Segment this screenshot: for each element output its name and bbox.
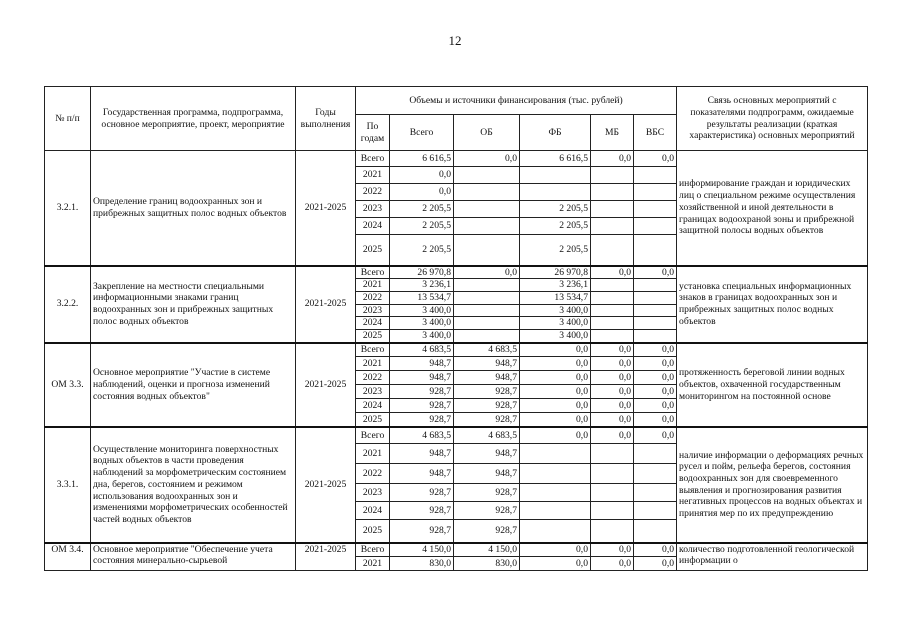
cell-total: 928,7 [390, 484, 454, 502]
cell-fb: 0,0 [520, 399, 591, 413]
cell-period: 2022 [356, 291, 390, 304]
cell-total: 2 205,5 [390, 218, 454, 235]
cell-fb: 0,0 [520, 427, 591, 444]
cell-ob [454, 279, 520, 292]
cell-vbs [634, 167, 677, 184]
cell-fb: 26 970,8 [520, 266, 591, 279]
cell-fb [520, 520, 591, 543]
header-total: Всего [390, 115, 454, 151]
cell-mb [591, 291, 634, 304]
cell-mb [591, 218, 634, 235]
item-number: 3.2.2. [45, 266, 91, 343]
header-link: Связь основных мероприятий с показателями подпрограмм, ожидаемые результаты реализации (краткая характеристика) основных мероприятий [677, 87, 868, 151]
header-mb: МБ [591, 115, 634, 151]
cell-period: Всего [356, 151, 390, 167]
cell-mb [591, 279, 634, 292]
cell-vbs: 0,0 [634, 557, 677, 571]
cell-mb [591, 502, 634, 520]
cell-vbs [634, 184, 677, 201]
cell-ob: 928,7 [454, 399, 520, 413]
cell-ob: 948,7 [454, 444, 520, 464]
cell-mb: 0,0 [591, 413, 634, 427]
cell-ob: 928,7 [454, 520, 520, 543]
cell-period: Всего [356, 543, 390, 557]
item-number: 3.2.1. [45, 151, 91, 266]
cell-ob [454, 235, 520, 266]
cell-mb: 0,0 [591, 357, 634, 371]
item-years: 2021-2025 [296, 543, 356, 571]
item-result: протяженность береговой линии водных объектов, охваченной государственным мониторингом на постоянной основе [677, 343, 868, 427]
cell-ob [454, 201, 520, 218]
cell-total: 6 616,5 [390, 151, 454, 167]
cell-fb: 2 205,5 [520, 235, 591, 266]
cell-ob: 0,0 [454, 151, 520, 167]
cell-fb: 0,0 [520, 371, 591, 385]
cell-fb [520, 444, 591, 464]
cell-period: 2022 [356, 371, 390, 385]
header-fb: ФБ [520, 115, 591, 151]
cell-fb: 0,0 [520, 385, 591, 399]
cell-fb: 0,0 [520, 543, 591, 557]
cell-vbs [634, 502, 677, 520]
item-number: ОМ 3.4. [45, 543, 91, 571]
cell-ob [454, 291, 520, 304]
header-program: Государственная программа, подпрограмма, основное мероприятие, проект, мероприятие [91, 87, 296, 151]
cell-ob: 928,7 [454, 413, 520, 427]
cell-ob: 4 683,5 [454, 343, 520, 357]
item-years: 2021-2025 [296, 266, 356, 343]
item-name: Основное мероприятие "Обеспечение учета состояния минерально-сырьевой [91, 543, 296, 571]
cell-ob: 830,0 [454, 557, 520, 571]
item-result: информирование граждан и юридических лиц о специальном режиме осуществления хозяйственной и иной деятельности в границах водоохраной зоны и прибрежной защитной полосы водных объектов [677, 151, 868, 266]
cell-mb [591, 484, 634, 502]
item-result: наличие информации о деформациях речных русел и пойм, рельефа берегов, состояния водоохранных зон для своевременного выявления и прогнозирования развития негативных процессов на водных объектах и принятия мер по их предупреждению [677, 427, 868, 543]
cell-total: 13 534,7 [390, 291, 454, 304]
page-number: 12 [448, 33, 462, 48]
cell-mb: 0,0 [591, 266, 634, 279]
cell-mb [591, 317, 634, 330]
cell-fb: 0,0 [520, 557, 591, 571]
cell-vbs: 0,0 [634, 543, 677, 557]
cell-total: 4 683,5 [390, 343, 454, 357]
cell-period: 2025 [356, 413, 390, 427]
cell-ob: 4 683,5 [454, 427, 520, 444]
table-row [45, 343, 868, 357]
cell-mb: 0,0 [591, 427, 634, 444]
cell-vbs: 0,0 [634, 266, 677, 279]
cell-period: 2023 [356, 385, 390, 399]
cell-vbs [634, 235, 677, 266]
cell-vbs [634, 304, 677, 317]
cell-period: Всего [356, 427, 390, 444]
cell-fb: 0,0 [520, 357, 591, 371]
cell-ob: 948,7 [454, 464, 520, 484]
item-years: 2021-2025 [296, 427, 356, 543]
cell-ob: 0,0 [454, 266, 520, 279]
cell-vbs [634, 218, 677, 235]
cell-vbs [634, 464, 677, 484]
cell-total: 948,7 [390, 444, 454, 464]
cell-period: 2022 [356, 184, 390, 201]
cell-mb [591, 304, 634, 317]
cell-vbs [634, 444, 677, 464]
cell-fb: 0,0 [520, 343, 591, 357]
item-name: Осуществление мониторинга поверхностных водных объектов в части проведения наблюдений за морфометрическим состоянием дна, берегов, состоянием и режимом использования водоохранных зон и изменениями морфометрических особенностей частей водных объектов [91, 427, 296, 543]
item-result: количество подготовленной геологической информации о [677, 543, 868, 571]
cell-period: 2024 [356, 502, 390, 520]
cell-fb: 3 236,1 [520, 279, 591, 292]
cell-fb: 2 205,5 [520, 201, 591, 218]
table-row [45, 543, 868, 557]
cell-vbs: 0,0 [634, 413, 677, 427]
cell-total: 0,0 [390, 167, 454, 184]
cell-total: 928,7 [390, 413, 454, 427]
cell-ob: 4 150,0 [454, 543, 520, 557]
cell-total: 3 236,1 [390, 279, 454, 292]
cell-fb: 0,0 [520, 413, 591, 427]
cell-vbs [634, 330, 677, 343]
cell-mb [591, 330, 634, 343]
cell-mb: 0,0 [591, 557, 634, 571]
cell-mb: 0,0 [591, 399, 634, 413]
cell-ob [454, 167, 520, 184]
cell-total: 4 150,0 [390, 543, 454, 557]
cell-period: 2021 [356, 444, 390, 464]
cell-ob: 948,7 [454, 357, 520, 371]
item-years: 2021-2025 [296, 151, 356, 266]
cell-vbs [634, 484, 677, 502]
cell-vbs [634, 291, 677, 304]
cell-total: 3 400,0 [390, 304, 454, 317]
cell-total: 0,0 [390, 184, 454, 201]
cell-fb: 6 616,5 [520, 151, 591, 167]
cell-total: 3 400,0 [390, 330, 454, 343]
cell-total: 4 683,5 [390, 427, 454, 444]
header-num: № п/п [45, 87, 91, 151]
cell-period: 2025 [356, 520, 390, 543]
cell-period: 2025 [356, 330, 390, 343]
cell-fb: 3 400,0 [520, 304, 591, 317]
cell-period: 2023 [356, 484, 390, 502]
cell-total: 2 205,5 [390, 201, 454, 218]
cell-ob: 928,7 [454, 385, 520, 399]
cell-total: 948,7 [390, 357, 454, 371]
cell-vbs: 0,0 [634, 357, 677, 371]
item-years: 2021-2025 [296, 343, 356, 427]
cell-vbs: 0,0 [634, 151, 677, 167]
cell-period: 2021 [356, 167, 390, 184]
cell-vbs: 0,0 [634, 385, 677, 399]
cell-ob [454, 317, 520, 330]
cell-ob [454, 184, 520, 201]
cell-fb: 3 400,0 [520, 330, 591, 343]
cell-mb [591, 235, 634, 266]
cell-period: 2021 [356, 557, 390, 571]
cell-vbs: 0,0 [634, 427, 677, 444]
cell-mb: 0,0 [591, 385, 634, 399]
cell-total: 3 400,0 [390, 317, 454, 330]
cell-fb [520, 464, 591, 484]
cell-mb: 0,0 [591, 371, 634, 385]
cell-mb [591, 444, 634, 464]
header-vbs: ВБС [634, 115, 677, 151]
cell-ob: 928,7 [454, 484, 520, 502]
cell-vbs [634, 520, 677, 543]
table-row [45, 427, 868, 444]
cell-mb [591, 201, 634, 218]
cell-period: 2022 [356, 464, 390, 484]
cell-vbs [634, 201, 677, 218]
cell-total: 948,7 [390, 464, 454, 484]
header-ob: ОБ [454, 115, 520, 151]
cell-total: 928,7 [390, 520, 454, 543]
item-number: 3.3.1. [45, 427, 91, 543]
cell-mb: 0,0 [591, 343, 634, 357]
cell-mb: 0,0 [591, 151, 634, 167]
financing-table [44, 86, 868, 571]
cell-vbs [634, 317, 677, 330]
cell-mb: 0,0 [591, 543, 634, 557]
cell-fb: 3 400,0 [520, 317, 591, 330]
cell-mb [591, 464, 634, 484]
item-name: Закрепление на местности специальными информационными знаками границ водоохранных зон и прибрежных защитных полос водных объектов [91, 266, 296, 343]
cell-fb: 2 205,5 [520, 218, 591, 235]
cell-mb [591, 184, 634, 201]
cell-total: 948,7 [390, 371, 454, 385]
cell-fb [520, 184, 591, 201]
cell-period: 2024 [356, 218, 390, 235]
cell-total: 2 205,5 [390, 235, 454, 266]
cell-vbs: 0,0 [634, 399, 677, 413]
cell-ob [454, 218, 520, 235]
item-number: ОМ 3.3. [45, 343, 91, 427]
cell-period: 2024 [356, 399, 390, 413]
cell-period: 2023 [356, 304, 390, 317]
cell-total: 928,7 [390, 385, 454, 399]
table-row [45, 266, 868, 279]
cell-total: 928,7 [390, 502, 454, 520]
cell-fb [520, 167, 591, 184]
cell-total: 26 970,8 [390, 266, 454, 279]
cell-ob [454, 330, 520, 343]
cell-mb [591, 520, 634, 543]
cell-ob [454, 304, 520, 317]
item-name: Определение границ водоохранных зон и прибрежных защитных полос водных объектов [91, 151, 296, 266]
cell-vbs [634, 279, 677, 292]
cell-period: 2024 [356, 317, 390, 330]
item-name: Основное мероприятие "Участие в системе наблюдений, оценки и прогноза изменений состояния водных объектов" [91, 343, 296, 427]
cell-period: Всего [356, 343, 390, 357]
cell-total: 928,7 [390, 399, 454, 413]
header-by-years: По годам [356, 115, 390, 151]
table-row [45, 151, 868, 167]
cell-total: 830,0 [390, 557, 454, 571]
cell-vbs: 0,0 [634, 371, 677, 385]
table-body [45, 151, 868, 571]
cell-period: 2021 [356, 279, 390, 292]
cell-period: Всего [356, 266, 390, 279]
cell-period: 2023 [356, 201, 390, 218]
cell-fb [520, 484, 591, 502]
cell-fb: 13 534,7 [520, 291, 591, 304]
cell-ob: 948,7 [454, 371, 520, 385]
header-financing: Объемы и источники финансирования (тыс. рублей) [356, 87, 677, 115]
cell-mb [591, 167, 634, 184]
cell-period: 2025 [356, 235, 390, 266]
cell-ob: 928,7 [454, 502, 520, 520]
item-result: установка специальных информационных знаков в границах водоохранных зон и прибрежных защитных полос водных объектов [677, 266, 868, 343]
cell-period: 2021 [356, 357, 390, 371]
header-years: Годы выполнения [296, 87, 356, 151]
cell-fb [520, 502, 591, 520]
cell-vbs: 0,0 [634, 343, 677, 357]
